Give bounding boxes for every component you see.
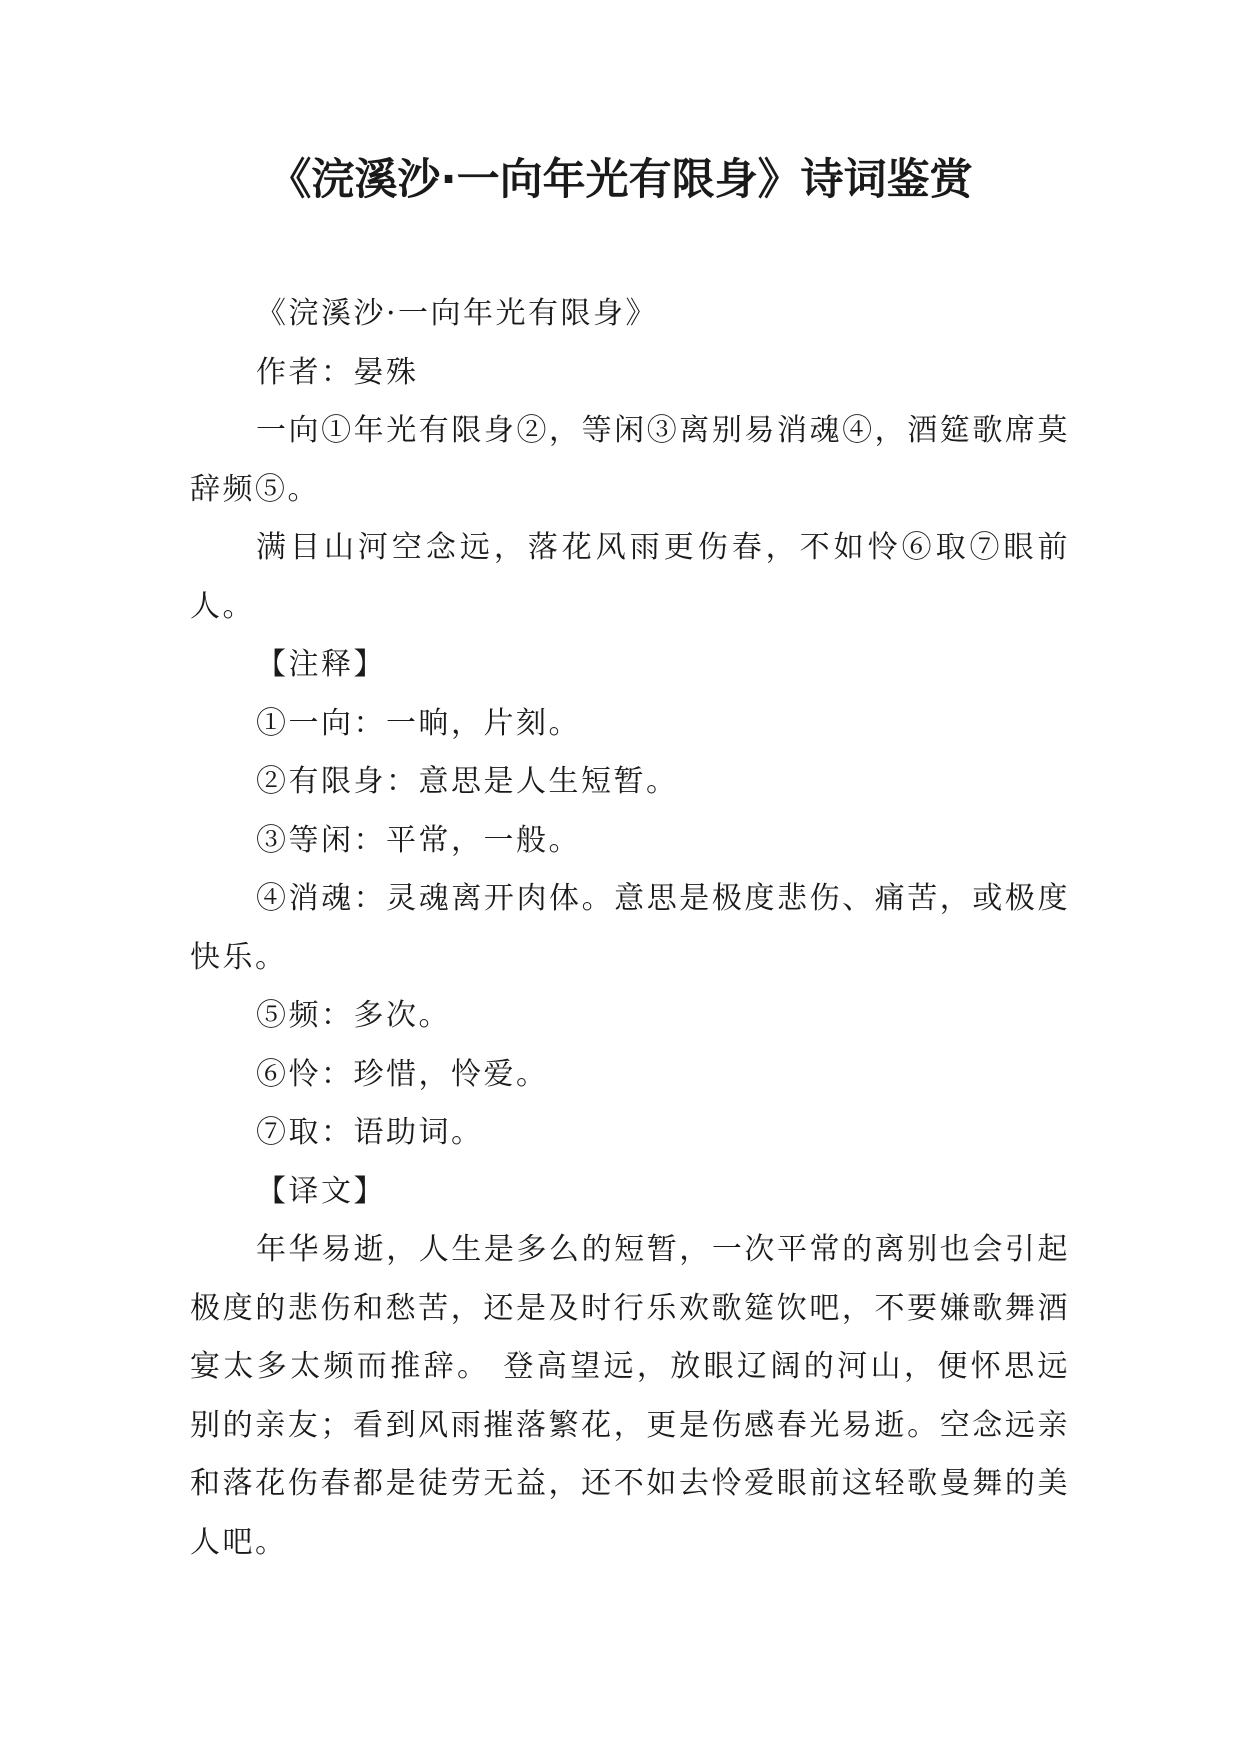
- translation-heading: 【译文】: [256, 1173, 386, 1209]
- note-item: ⑦取：语助词。: [256, 1115, 484, 1150]
- document-title: 《浣溪沙·一向年光有限身》诗词鉴赏: [268, 155, 973, 205]
- poem-stanza-2: 满目山河空念远，落花风雨更伤春，不如怜⑥取⑦眼前人。: [190, 530, 1070, 624]
- translation-text: 年华易逝，人生是多么的短暂，一次平常的离别也会引起极度的悲伤和愁苦，还是及时行乐欢歌筵饮吧，不要嫌歌舞酒宴太多太频而推辞。 登高望远，放眼辽阔的河山，便怀思远别的亲友；看到风雨摧落繁花，更是伤感春光易逝。空念远亲和落花伤春都是徒劳无益，还不如去怜爱眼前这轻歌曼舞的美人吧。: [190, 1232, 1070, 1560]
- note-item: ③等闲：平常，一般。: [256, 822, 581, 858]
- author-line: 作者：晏殊: [256, 354, 419, 390]
- note-item: ④消魂：灵魂离开肉体。意思是极度悲伤、痛苦，或极度快乐。: [190, 881, 1070, 975]
- notes-heading: 【注释】: [256, 647, 386, 682]
- note-item: ⑤频：多次。: [256, 998, 451, 1033]
- note-item: ⑥怜：珍惜，怜爱。: [256, 1056, 549, 1092]
- note-item: ②有限身：意思是人生短暂。: [256, 764, 679, 799]
- poem-stanza-1: 一向①年光有限身②，等闲③离别易消魂④，酒筵歌席莫辞频⑤。: [190, 413, 1070, 507]
- document-body: [190, 285, 1070, 1572]
- poem-title-line: 《浣溪沙·一向年光有限身》: [256, 296, 659, 331]
- note-item: ①一向：一晌，片刻。: [256, 705, 581, 741]
